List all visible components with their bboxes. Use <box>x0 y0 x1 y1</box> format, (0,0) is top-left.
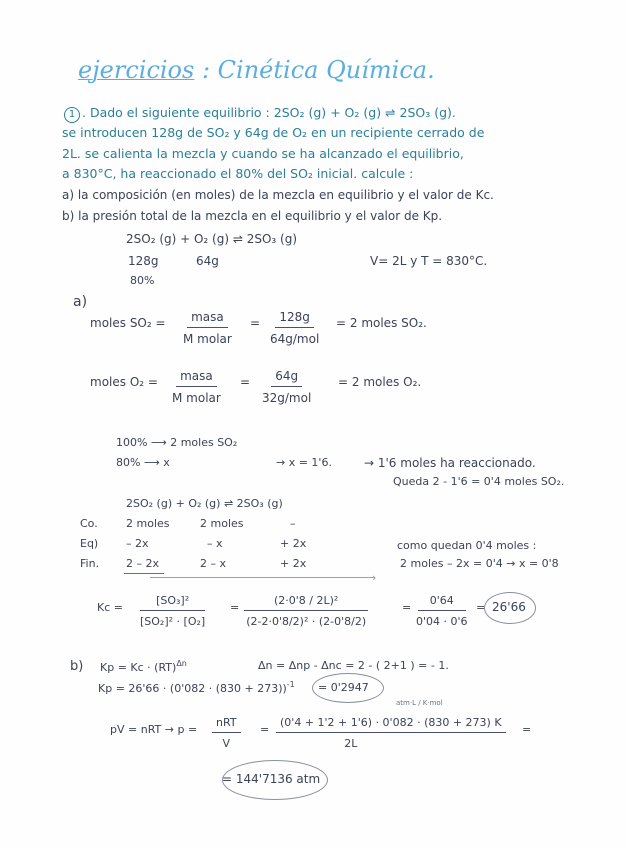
moles-o2-result: = 2 moles O₂. <box>338 375 422 389</box>
ice-cell: – 2x <box>126 537 149 550</box>
units-annotation: atm·L / K·mol <box>396 699 443 707</box>
equals: = <box>402 601 412 614</box>
title-part2: Cinética Química <box>217 56 428 84</box>
arrow-line <box>150 577 375 578</box>
equals: = <box>230 601 240 614</box>
moles-o2-frac2: 64g 32g/mol <box>262 369 312 405</box>
ice-row-label: Fin. <box>80 557 100 570</box>
data-percent: 80% <box>130 274 155 287</box>
rule-row-2-right: → 1'6 moles ha reaccionado. <box>364 456 536 470</box>
ice-equation: 2SO₂ (g) + O₂ (g) ⇌ 2SO₃ (g) <box>126 497 283 510</box>
kc-lhs: Kc = <box>97 601 123 614</box>
problem-line-3: 2L. se calienta la mezcla y cuando se ha alcanzado el equilibrio, <box>62 146 464 161</box>
problem-number: 1 <box>64 107 80 123</box>
part-a-label: a) <box>73 294 88 310</box>
arrow-head-icon: › <box>372 571 377 584</box>
moles-o2-frac1: masa M molar <box>172 369 221 405</box>
kc-frac3: $\frac{0'64}{0'04 \cdot 0'6}$ <box>416 594 468 628</box>
rule-row-2-mid: → x = 1'6. <box>276 456 332 469</box>
pressure-result: = 144'7136 atm <box>222 772 321 786</box>
question-a: a) la composición (en moles) de la mezcla en equilibrio y el valor de Kc. <box>62 188 494 202</box>
ice-note-2: 2 moles – 2x = 0'4 → x = 0'8 <box>400 557 559 570</box>
pressure-lhs: pV = nRT → p = <box>110 723 198 736</box>
data-conditions: V= 2L y T = 830°C. <box>370 254 488 268</box>
ice-cell: 2 moles <box>200 517 244 530</box>
rule-row-1: 100% ⟶ 2 moles SO₂ <box>116 436 238 449</box>
ice-cell: + 2x <box>280 557 307 570</box>
question-b: b) la presión total de la mezcla en el equilibrio y el valor de Kp. <box>62 209 443 223</box>
moles-so2-frac2: 128g 64g/mol <box>270 310 320 346</box>
kp-result: = 0'2947 <box>318 681 369 694</box>
ice-row-label: Co. <box>80 517 98 530</box>
page-title <box>78 58 435 82</box>
part-b-label: b) <box>70 659 84 674</box>
ice-row-label: Eq) <box>80 537 99 550</box>
title-end: . <box>427 56 435 84</box>
kc-frac1: $\frac{\text{[SO₃]²}}{\text{[SO₂]² · [O₂]}}$ <box>140 594 206 628</box>
rule-row-3: Queda 2 - 1'6 = 0'4 moles SO₂. <box>393 475 565 488</box>
delta-n: Δn = Δnp - Δnc = 2 - ( 2+1 ) = - 1. <box>258 659 449 672</box>
equals: = <box>476 601 486 614</box>
kc-frac2: $\frac{\text{(2·0'8 / 2L)²}}{\text{(2-2·0'8/2)² · (2-0'8/2)}}$ <box>244 594 368 628</box>
equals: = <box>522 723 532 736</box>
problem-line-4: a 830°C, ha reaccionado el 80% del SO₂ inicial. calcule : <box>62 166 414 181</box>
pressure-frac1: nRT V <box>212 716 241 750</box>
ice-cell: 2 – x <box>200 557 227 570</box>
ice-cell: – x <box>207 537 223 550</box>
rule-row-2-left: 80% ⟶ x <box>116 456 170 469</box>
kp-calc: $Kp = 26'66 \cdot (0'082 \cdot (830 + 273))^{-1}$ <box>98 680 295 695</box>
ice-note-1: como quedan 0'4 moles : <box>397 539 537 552</box>
kp-formula: Kp = Kc · (RT)$^{\Delta n}$ <box>100 659 187 674</box>
equals: = <box>240 375 251 389</box>
kc-result: 26'66 <box>492 600 526 614</box>
problem-text-1: . Dado el siguiente equilibrio : 2SO₂ (g) + O₂ (g) ⇌ 2SO₃ (g). <box>82 105 456 120</box>
title-part1: ejercicios <box>78 56 195 84</box>
moles-so2-frac1: masa M molar <box>183 310 232 346</box>
data-mass-so2: 128g <box>128 254 159 268</box>
moles-o2-lhs: moles O₂ = <box>90 375 158 389</box>
pressure-frac2: $\frac{(0'4 + 1'2 + 1'6) \cdot 0'082 \cdot (830 + 273) K}{2L}$ <box>276 716 506 750</box>
data-mass-o2: 64g <box>196 254 219 268</box>
problem-line-2: se introducen 128g de SO₂ y 64g de O₂ en un recipiente cerrado de <box>62 125 485 140</box>
moles-so2-result: = 2 moles SO₂. <box>336 316 427 330</box>
underline <box>124 573 164 574</box>
problem-line-1 <box>64 107 456 123</box>
ice-cell: + 2x <box>280 537 307 550</box>
ice-cell: – <box>290 517 296 530</box>
title-sep: : <box>194 56 218 84</box>
equals: = <box>250 316 261 330</box>
data-equation: 2SO₂ (g) + O₂ (g) ⇌ 2SO₃ (g) <box>126 232 298 246</box>
moles-so2-lhs: moles SO₂ = <box>90 316 166 330</box>
equals: = <box>260 723 270 736</box>
ice-cell: 2 moles <box>126 517 170 530</box>
ice-cell: 2 – 2x <box>126 557 159 570</box>
